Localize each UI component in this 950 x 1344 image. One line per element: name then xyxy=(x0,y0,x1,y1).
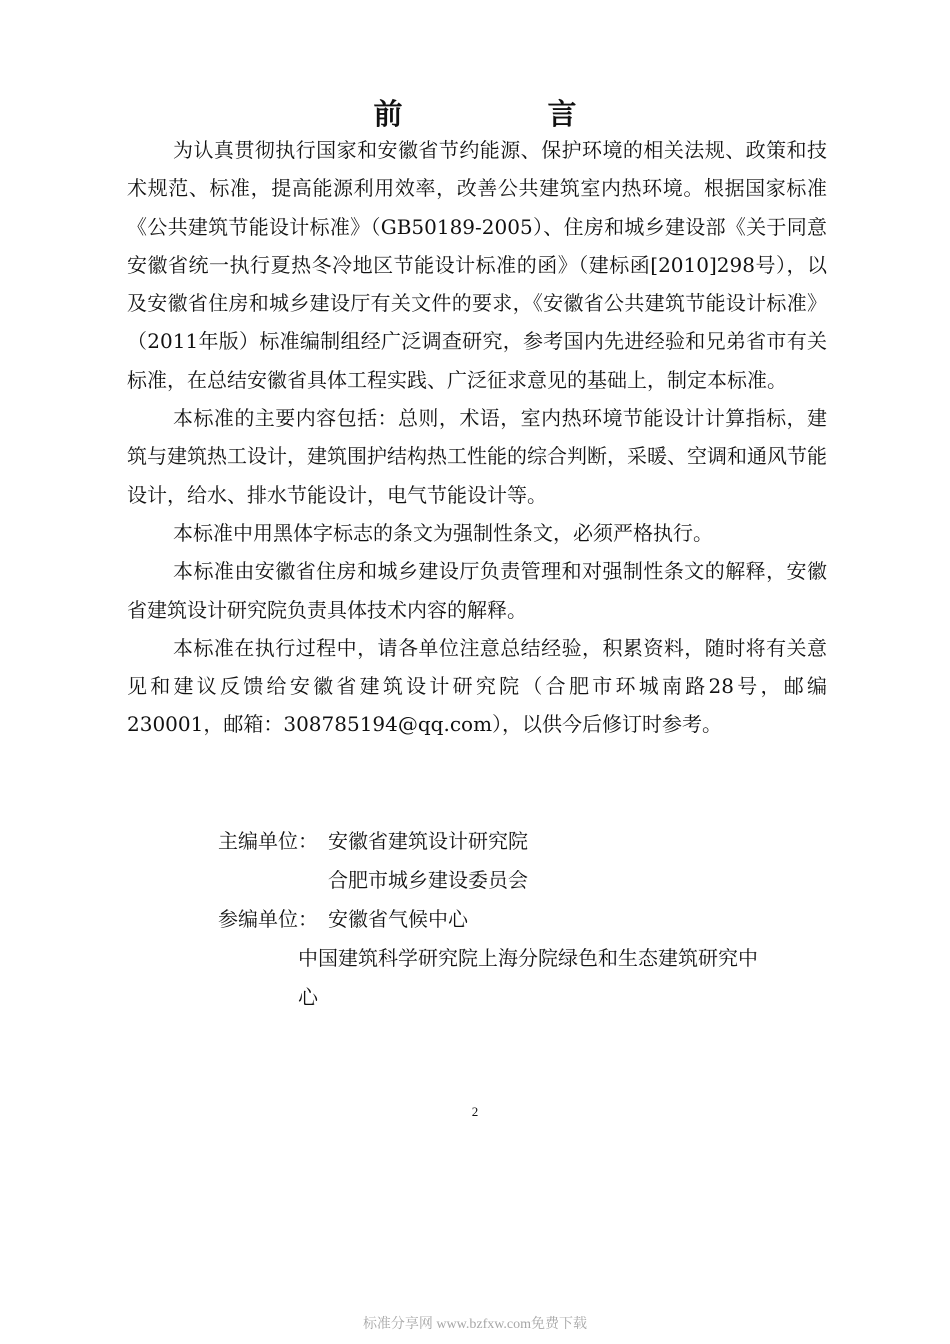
chief-editor-unit: 安徽省建筑设计研究院 xyxy=(328,829,528,853)
paragraph-purpose: 为认真贯彻执行国家和安徽省节约能源、保护环境的相关法规、政策和技术规范、标准，提高能源利用效率，改善公共建筑室内热环境。根据国家标准《公共建筑节能设计标准》（GB50189-2005）、住房和城乡建设部《关于同意安徽省统一执行夏热冬冷地区节能设计标准的函》（建标函[2010]298号），以及安徽省住房和城乡建设厅有关文件的要求，《安徽省公共建筑节能设计标准》（2011年版）标准编制组经广泛调查研究，参考国内先进经验和兄弟省市有关标准，在总结安徽省具体工程实践、广泛征求意见的基础上，制定本标准。 xyxy=(127,138,827,392)
participating-unit-continued: 心 xyxy=(298,985,318,1009)
page-title: 前 言 xyxy=(373,97,635,131)
preface-body xyxy=(127,131,827,744)
paragraph-management: 本标准由安徽省住房和城乡建设厅负责管理和对强制性条文的解释，安徽省建筑设计研究院负责具体技术内容的解释。 xyxy=(127,559,827,622)
paragraph-feedback: 本标准在执行过程中，请各单位注意总结经验，积累资料，随时将有关意见和建议反馈给安徽省建筑设计研究院（合肥市环城南路28号，邮编230001，邮箱：308785194@qq.com），以供今后修订时参考。 xyxy=(127,635,827,737)
chief-editor-unit: 合肥市城乡建设委员会 xyxy=(328,868,528,892)
page-number: 2 xyxy=(471,1104,479,1119)
participating-unit: 中国建筑科学研究院上海分院绿色和生态建筑研究中 xyxy=(298,946,758,970)
participating-label: 参编单位： xyxy=(218,907,318,931)
paragraph-mandatory: 本标准中用黑体字标志的条文为强制性条文，必须严格执行。 xyxy=(173,520,713,545)
site-watermark: 标准分享网 www.bzfxw.com免费下载 xyxy=(362,1317,588,1332)
paragraph-contents: 本标准的主要内容包括：总则，术语，室内热环境节能设计计算指标，建筑与建筑热工设计，建筑围护结构热工性能的综合判断，采暖、空调和通风节能设计，给水、排水节能设计，电气节能设计等。 xyxy=(127,406,827,507)
participating-unit: 安徽省气候中心 xyxy=(328,907,468,931)
chief-editor-label: 主编单位： xyxy=(218,829,318,853)
